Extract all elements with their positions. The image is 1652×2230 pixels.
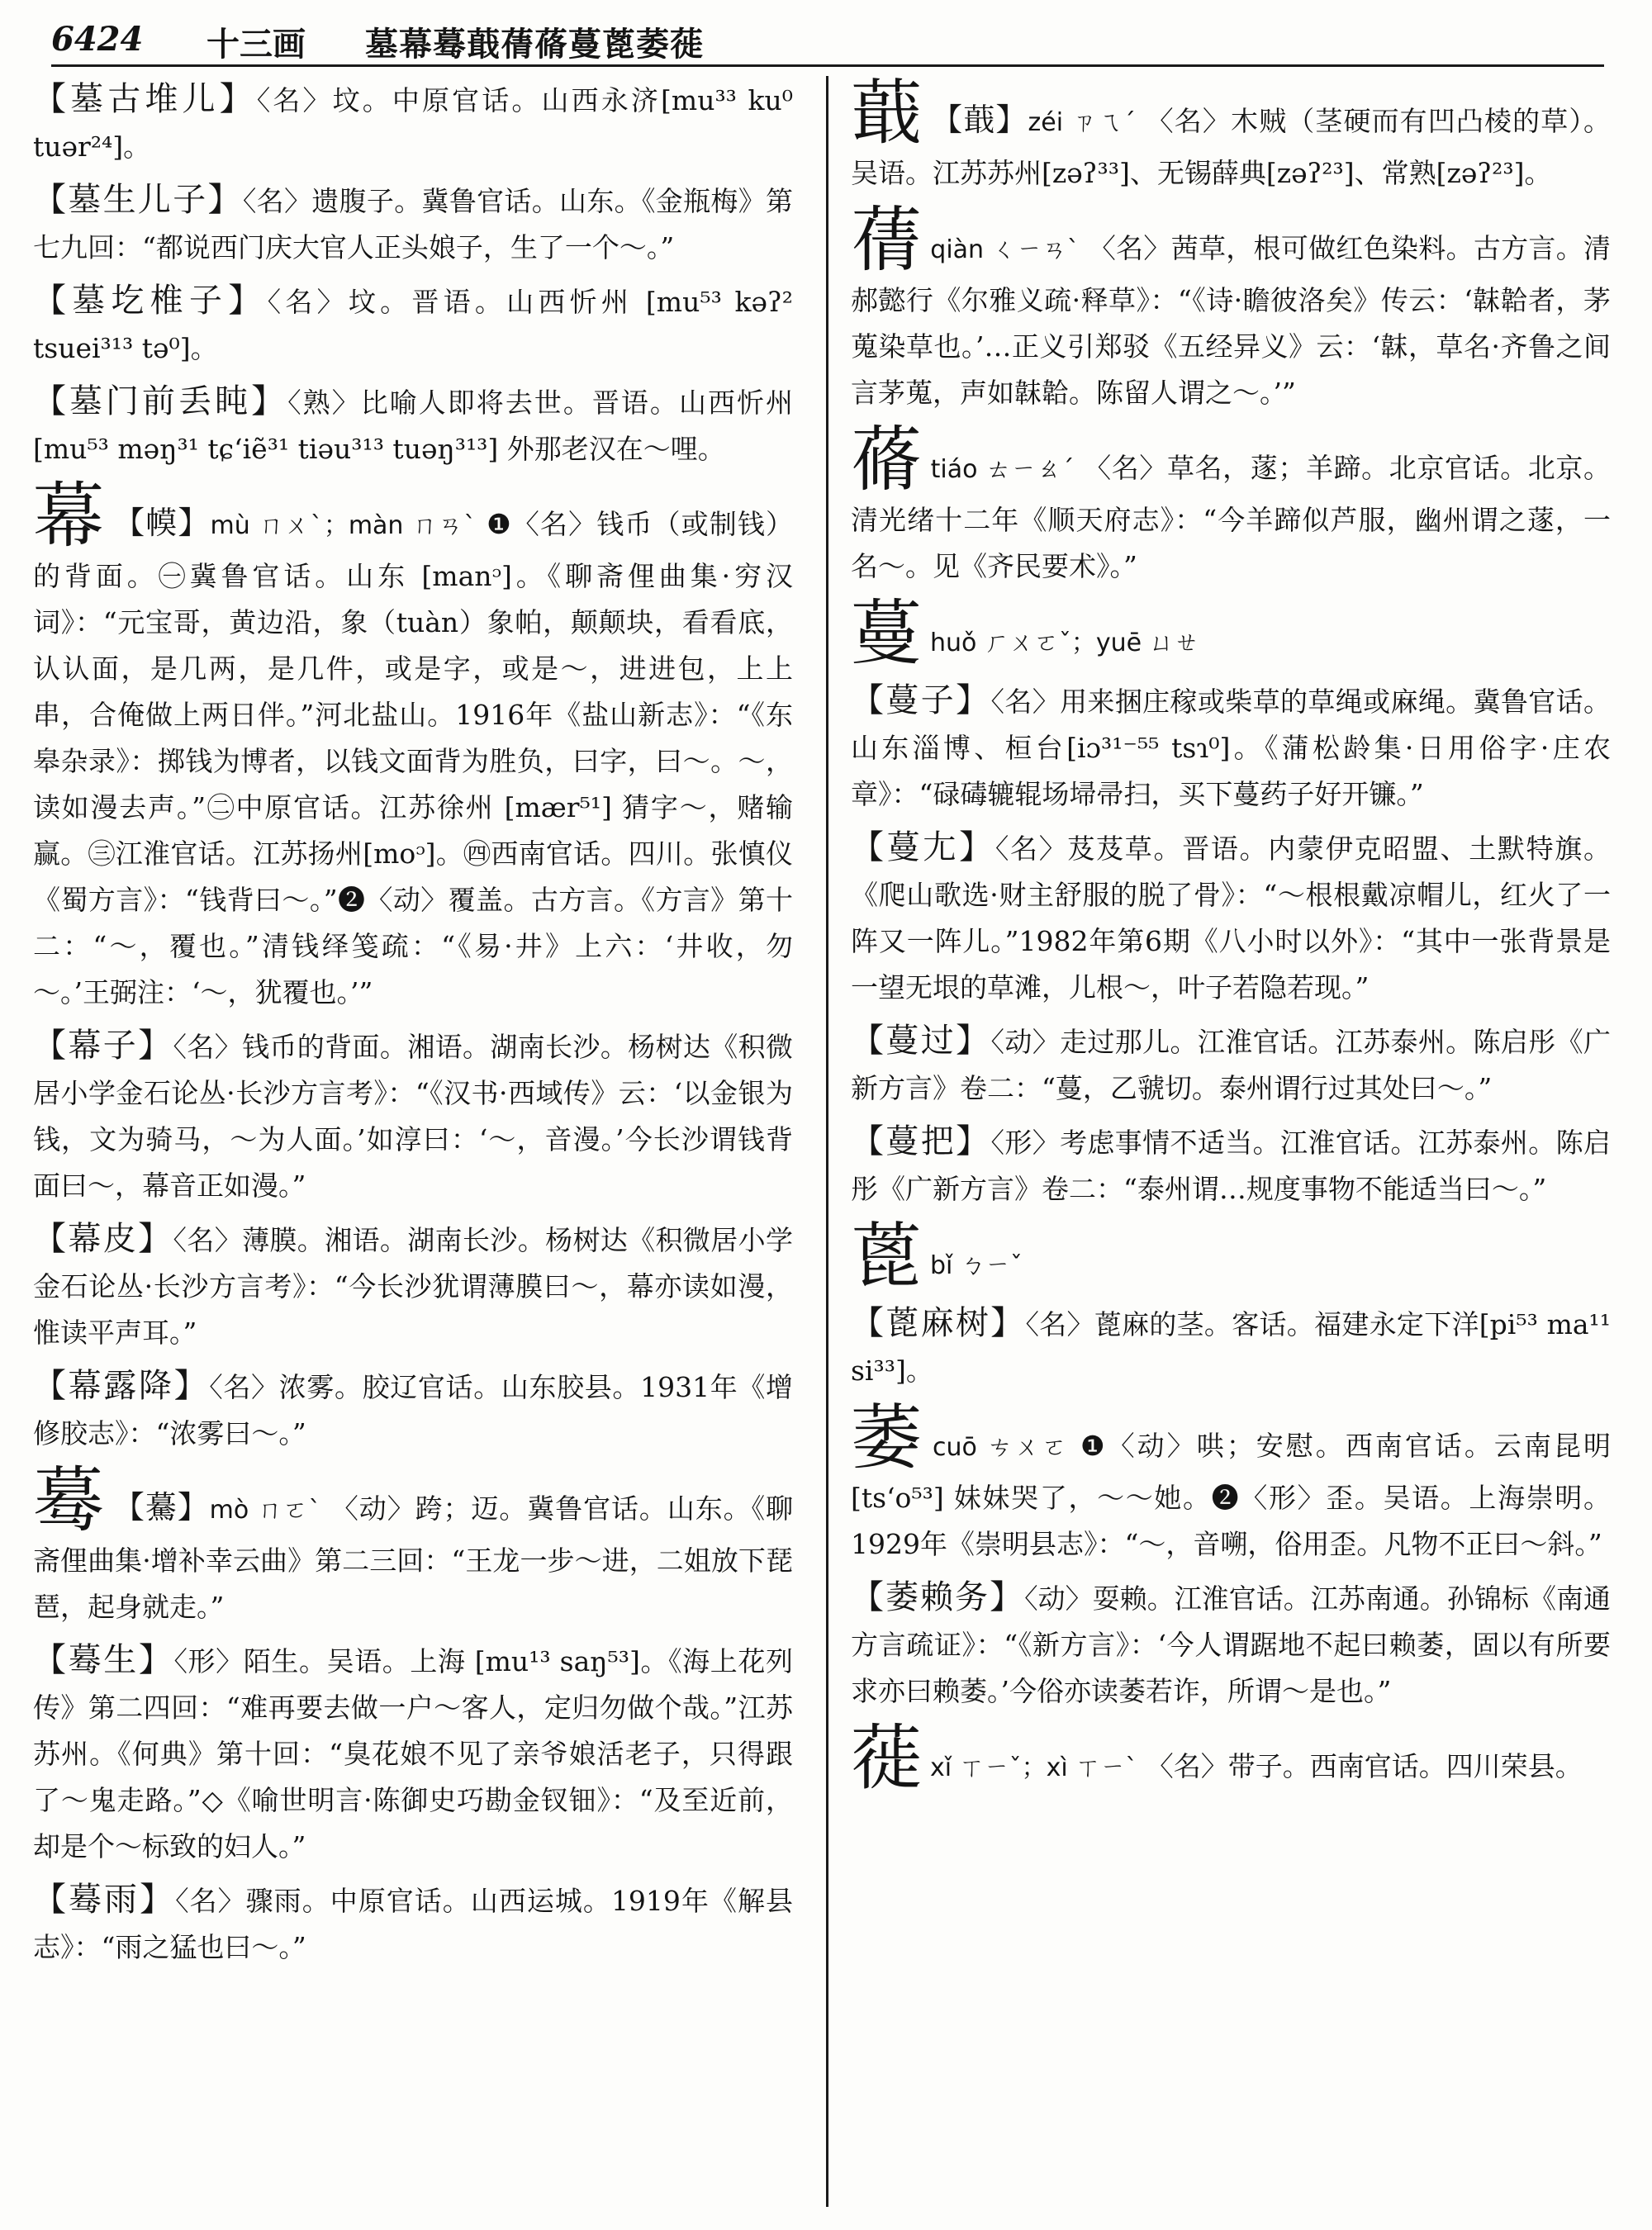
stroke-section-label: 十三画 [206, 25, 306, 64]
entry-headword: 【幕露降】 [33, 1367, 210, 1405]
pinyin-reading: zéi ㄗㄟˊ [1028, 108, 1137, 137]
dictionary-entry [33, 1637, 793, 1870]
definition-text: 〈名〉带子。西南官话。四川荣县。 [1146, 1750, 1583, 1782]
dictionary-entry [33, 278, 793, 372]
pinyin-reading: qiàn ㄑㄧㄢˋ [930, 235, 1080, 264]
entry-headword: 【萎赖务】 [851, 1578, 1025, 1616]
entry-headword: 【墓门前丢盹】 [33, 382, 288, 420]
headword-character: 蓨 [851, 419, 923, 501]
definition-text: 〈名〉坟。晋语。山西忻州 [mu⁵³ kəʔ² tsuei³¹³ tə⁰]。 [33, 286, 793, 364]
definition-text: ❶〈名〉钱币（或制钱）的背面。㊀冀鲁官话。山东 [manᵓ]。《聊斋俚曲集·穷汉词》：“元宝哥，黄边沿，象（tuàn）象帕，颠颠块，看看底，认认面，是几两，是几件，或是字，或是～，进进包，上上串，合俺做上两日伴。”河北盐山。1916年《盐山新志》：“《东皋杂录》：掷钱为博者，以钱文面背为胜负，曰字，曰～。～，读如漫去声。”㊁中原官话。江苏徐州 [mær⁵¹] 猜字～，赌输赢。㊂江淮官话。江苏扬州[moᵓ]。㊃西南官话。四川。张慎仪《蜀方言》：“钱背曰～。”❷〈动〉覆盖。古方言。《方言》第十二：“～，覆也。”清钱绎笺疏：“《易·井》上六：‘井收，勿～。’王弼注：‘～，犹覆也。’” [33, 508, 793, 1008]
character-entry [33, 475, 793, 1016]
definition-text: 〈名〉木贼（茎硬而有凹凸棱的草）。吴语。江苏苏州[zəʔ³³]、无锡薛典[zəʔ²³]、常熟[zəʔ²³]。 [851, 105, 1611, 189]
definition-text: 〈名〉蓖麻的茎。客话。福建永定下洋[pi⁵³ ma¹¹ si³³]。 [851, 1308, 1611, 1387]
dictionary-entry [33, 76, 793, 170]
pinyin-reading: cuō ㄘㄨㄛ [933, 1433, 1070, 1462]
pinyin-reading: xǐ ㄒㄧˇ；xì ㄒㄧˋ [930, 1753, 1138, 1782]
headword-character: 蓦 [33, 1459, 105, 1542]
header-rule [51, 64, 1604, 67]
definition-text: 〈名〉草名，蓫；羊蹄。北京官话。北京。清光绪十二年《顺天府志》：“今羊蹄似芦服，幽州谓之蓫，一名～。见《齐民要术》。” [851, 452, 1611, 582]
dictionary-entry [33, 1022, 793, 1209]
character-entry [851, 199, 1611, 416]
entry-headword: 【蔓把】 [851, 1122, 991, 1160]
definition-text: 〈名〉芨芨草。晋语。内蒙伊克昭盟、土默特旗。《爬山歌选·财主舒服的脱了骨》：“～根根戴凉帽儿，红火了一阵又一阵儿。”1982年第6期《八小时以外》：“其中一张背景是一望无垠的草滩，儿根～，叶子若隐若现。” [851, 833, 1611, 1004]
definition-text: 〈名〉遗腹子。冀鲁官话。山东。《金瓶梅》第七九回：“都说西门庆大官人正头娘子，生了一个～。” [33, 185, 793, 263]
definition-text: 〈名〉用来捆庄稼或柴草的草绳或麻绳。冀鲁官话。山东淄博、桓台[iɔ³¹⁻⁵⁵ tsɿ⁰]。《蒲松龄集·日用俗字·庄农章》：“碌碡辘辊场埽帚扫，买下蔓药子好开镰。” [851, 686, 1611, 810]
pinyin-reading: bǐ ㄅㄧˇ [930, 1251, 1023, 1280]
definition-text: ❶〈动〉哄；安慰。西南官话。云南昆明 [ts‘o⁵³] 妹妹哭了，～～她。❷〈形〉歪。吴语。上海崇明。1929年《崇明县志》：“～，音嗍，俗用歪。凡物不正曰～斜。” [851, 1430, 1611, 1560]
entry-headword: 【蓦生】 [33, 1641, 174, 1679]
dictionary-entry [851, 1118, 1611, 1212]
dictionary-entry [851, 824, 1611, 1011]
definition-text: 〈名〉坟。中原官话。山西永济[mu³³ ku⁰ tuər²⁴]。 [33, 84, 793, 163]
character-entry [851, 419, 1611, 590]
dictionary-entry [851, 1018, 1611, 1112]
definition-text: 〈动〉跨；迈。冀鲁官话。山东。《聊斋俚曲集·增补幸云曲》第二三回：“王龙一步～进，二姐放下琵琶，起身就走。” [33, 1492, 793, 1623]
pinyin-reading: huǒ ㄏㄨㄛˇ；yuē ㄩㄝ [930, 629, 1199, 657]
character-entry [851, 592, 1611, 675]
headword-character: 萎 [851, 1397, 925, 1479]
pinyin-reading: mù ㄇㄨˋ；màn ㄇㄢˋ [210, 511, 477, 540]
headword-character: 蒨 [851, 199, 923, 282]
entry-headword: 【蔓尢】 [851, 828, 995, 866]
headword-character: 蓖 [851, 1215, 922, 1298]
dictionary-entry [851, 1574, 1611, 1715]
left-column [33, 76, 793, 2215]
header-character-index: 墓幕蓦蕺蒨蓨蔓蓖萎蓰 [365, 25, 704, 64]
definition-text: 〈形〉陌生。吴语。上海 [mu¹³ saŋ⁵³]。《海上花列传》第二四回：“难再要去做一户～客人，定归勿做个哉。”江苏苏州。《何典》第十回：“臭花娘不见了亲爷娘活老子，只得跟了～鬼走路。”◇《喻世明言·陈御史巧勘金钗钿》：“及至近前，却是个～标致的妇人。” [33, 1645, 793, 1862]
definition-text: 〈形〉考虑事情不适当。江淮官话。江苏泰州。陈启彤《广新方言》卷二：“泰州谓…规度事物不能适当曰～。” [851, 1127, 1611, 1205]
headword-character: 幕 [33, 475, 106, 558]
definition-text: 〈名〉茜草，根可做红色染料。古方言。清郝懿行《尔雅义疏·释草》：“《诗·瞻彼洛矣》传云：‘韎韐者，茅蒐染草也。’…正义引郑驳《五经异义》云：‘韎，草名·齐鲁之间言茅蒐，声如韎韐。陈留人谓之～。’” [851, 232, 1611, 409]
dictionary-entry [851, 1300, 1611, 1394]
entry-headword: 【蔓子】 [851, 681, 991, 719]
dictionary-entry [33, 378, 793, 472]
character-entry [851, 1397, 1611, 1568]
entry-headword: 【幕皮】 [33, 1220, 173, 1258]
character-entry [851, 1717, 1611, 1800]
dictionary-entry [33, 1363, 793, 1457]
variant-form: 【驀】 [112, 1489, 210, 1525]
dictionary-entry [33, 1216, 793, 1356]
variant-form: 【幙】 [113, 505, 211, 541]
pinyin-reading: mò ㄇㄛˋ [209, 1496, 322, 1525]
entry-headword: 【蔓过】 [851, 1022, 991, 1060]
character-entry [851, 76, 1611, 197]
entry-headword: 【墓古堆儿】 [33, 80, 257, 118]
character-entry [33, 1459, 793, 1630]
definition-text: 〈名〉浓雾。胶辽官话。山东胶县。1931年《增修胶志》：“浓雾曰～。” [33, 1371, 793, 1450]
entry-headword: 【墓圪椎子】 [33, 282, 268, 320]
entry-headword: 【墓生儿子】 [33, 181, 243, 219]
definition-text: 〈名〉钱币的背面。湘语。湖南长沙。杨树达《积微居小学金石论丛·长沙方言考》：“《汉书·西域传》云：‘以金银为钱，文为骑马，～为人面。’如淳曰：‘～，音漫。’今长沙谓钱背面曰～，幕音正如漫。” [33, 1031, 793, 1202]
dictionary-entry [851, 677, 1611, 818]
definition-text: 〈动〉走过那儿。江淮官话。江苏泰州。陈启彤《广新方言》卷二：“蔓，乙虢切。泰州谓行过其处曰～。” [851, 1026, 1611, 1104]
definition-text: 〈熟〉比喻人即将去世。晋语。山西忻州 [mu⁵³ məŋ³¹ tɕ‘iẽ³¹ tiəu³¹³ tuəŋ³¹³] 外那老汉在～哩。 [33, 387, 793, 465]
dictionary-entry [33, 177, 793, 271]
character-entry [851, 1215, 1611, 1298]
pinyin-reading: tiáo ㄊㄧㄠˊ [930, 455, 1075, 484]
headword-character: 蓰 [851, 1717, 922, 1800]
definition-text: 〈名〉薄膜。湘语。湖南长沙。杨树达《积微居小学金石论丛·长沙方言考》：“今长沙犹谓薄膜曰～，幕亦读如漫，惟读平声耳。” [33, 1224, 793, 1349]
variant-form: 【蕺】 [931, 102, 1028, 138]
column-divider [826, 76, 828, 2207]
page-header [51, 15, 1604, 63]
dictionary-entry [33, 1877, 793, 1971]
headword-character: 蔓 [851, 592, 922, 675]
entry-headword: 【蓦雨】 [33, 1881, 176, 1919]
entry-headword: 【蓖麻树】 [851, 1304, 1026, 1342]
right-column [851, 76, 1611, 2215]
entry-headword: 【幕子】 [33, 1027, 173, 1065]
definition-text: 〈动〉耍赖。江淮官话。江苏南通。孙锦标《南通方言疏证》：“《新方言》：‘今人谓踞地不起曰赖萎，固以有所要求亦曰赖萎。’今俗亦读萎若诈，所谓～是也。” [851, 1582, 1611, 1707]
definition-text: 〈名〉骤雨。中原官话。山西运城。1919年《解县志》：“雨之猛也曰～。” [33, 1885, 793, 1963]
page-number: 6424 [51, 20, 144, 59]
headword-character: 蕺 [851, 76, 923, 154]
